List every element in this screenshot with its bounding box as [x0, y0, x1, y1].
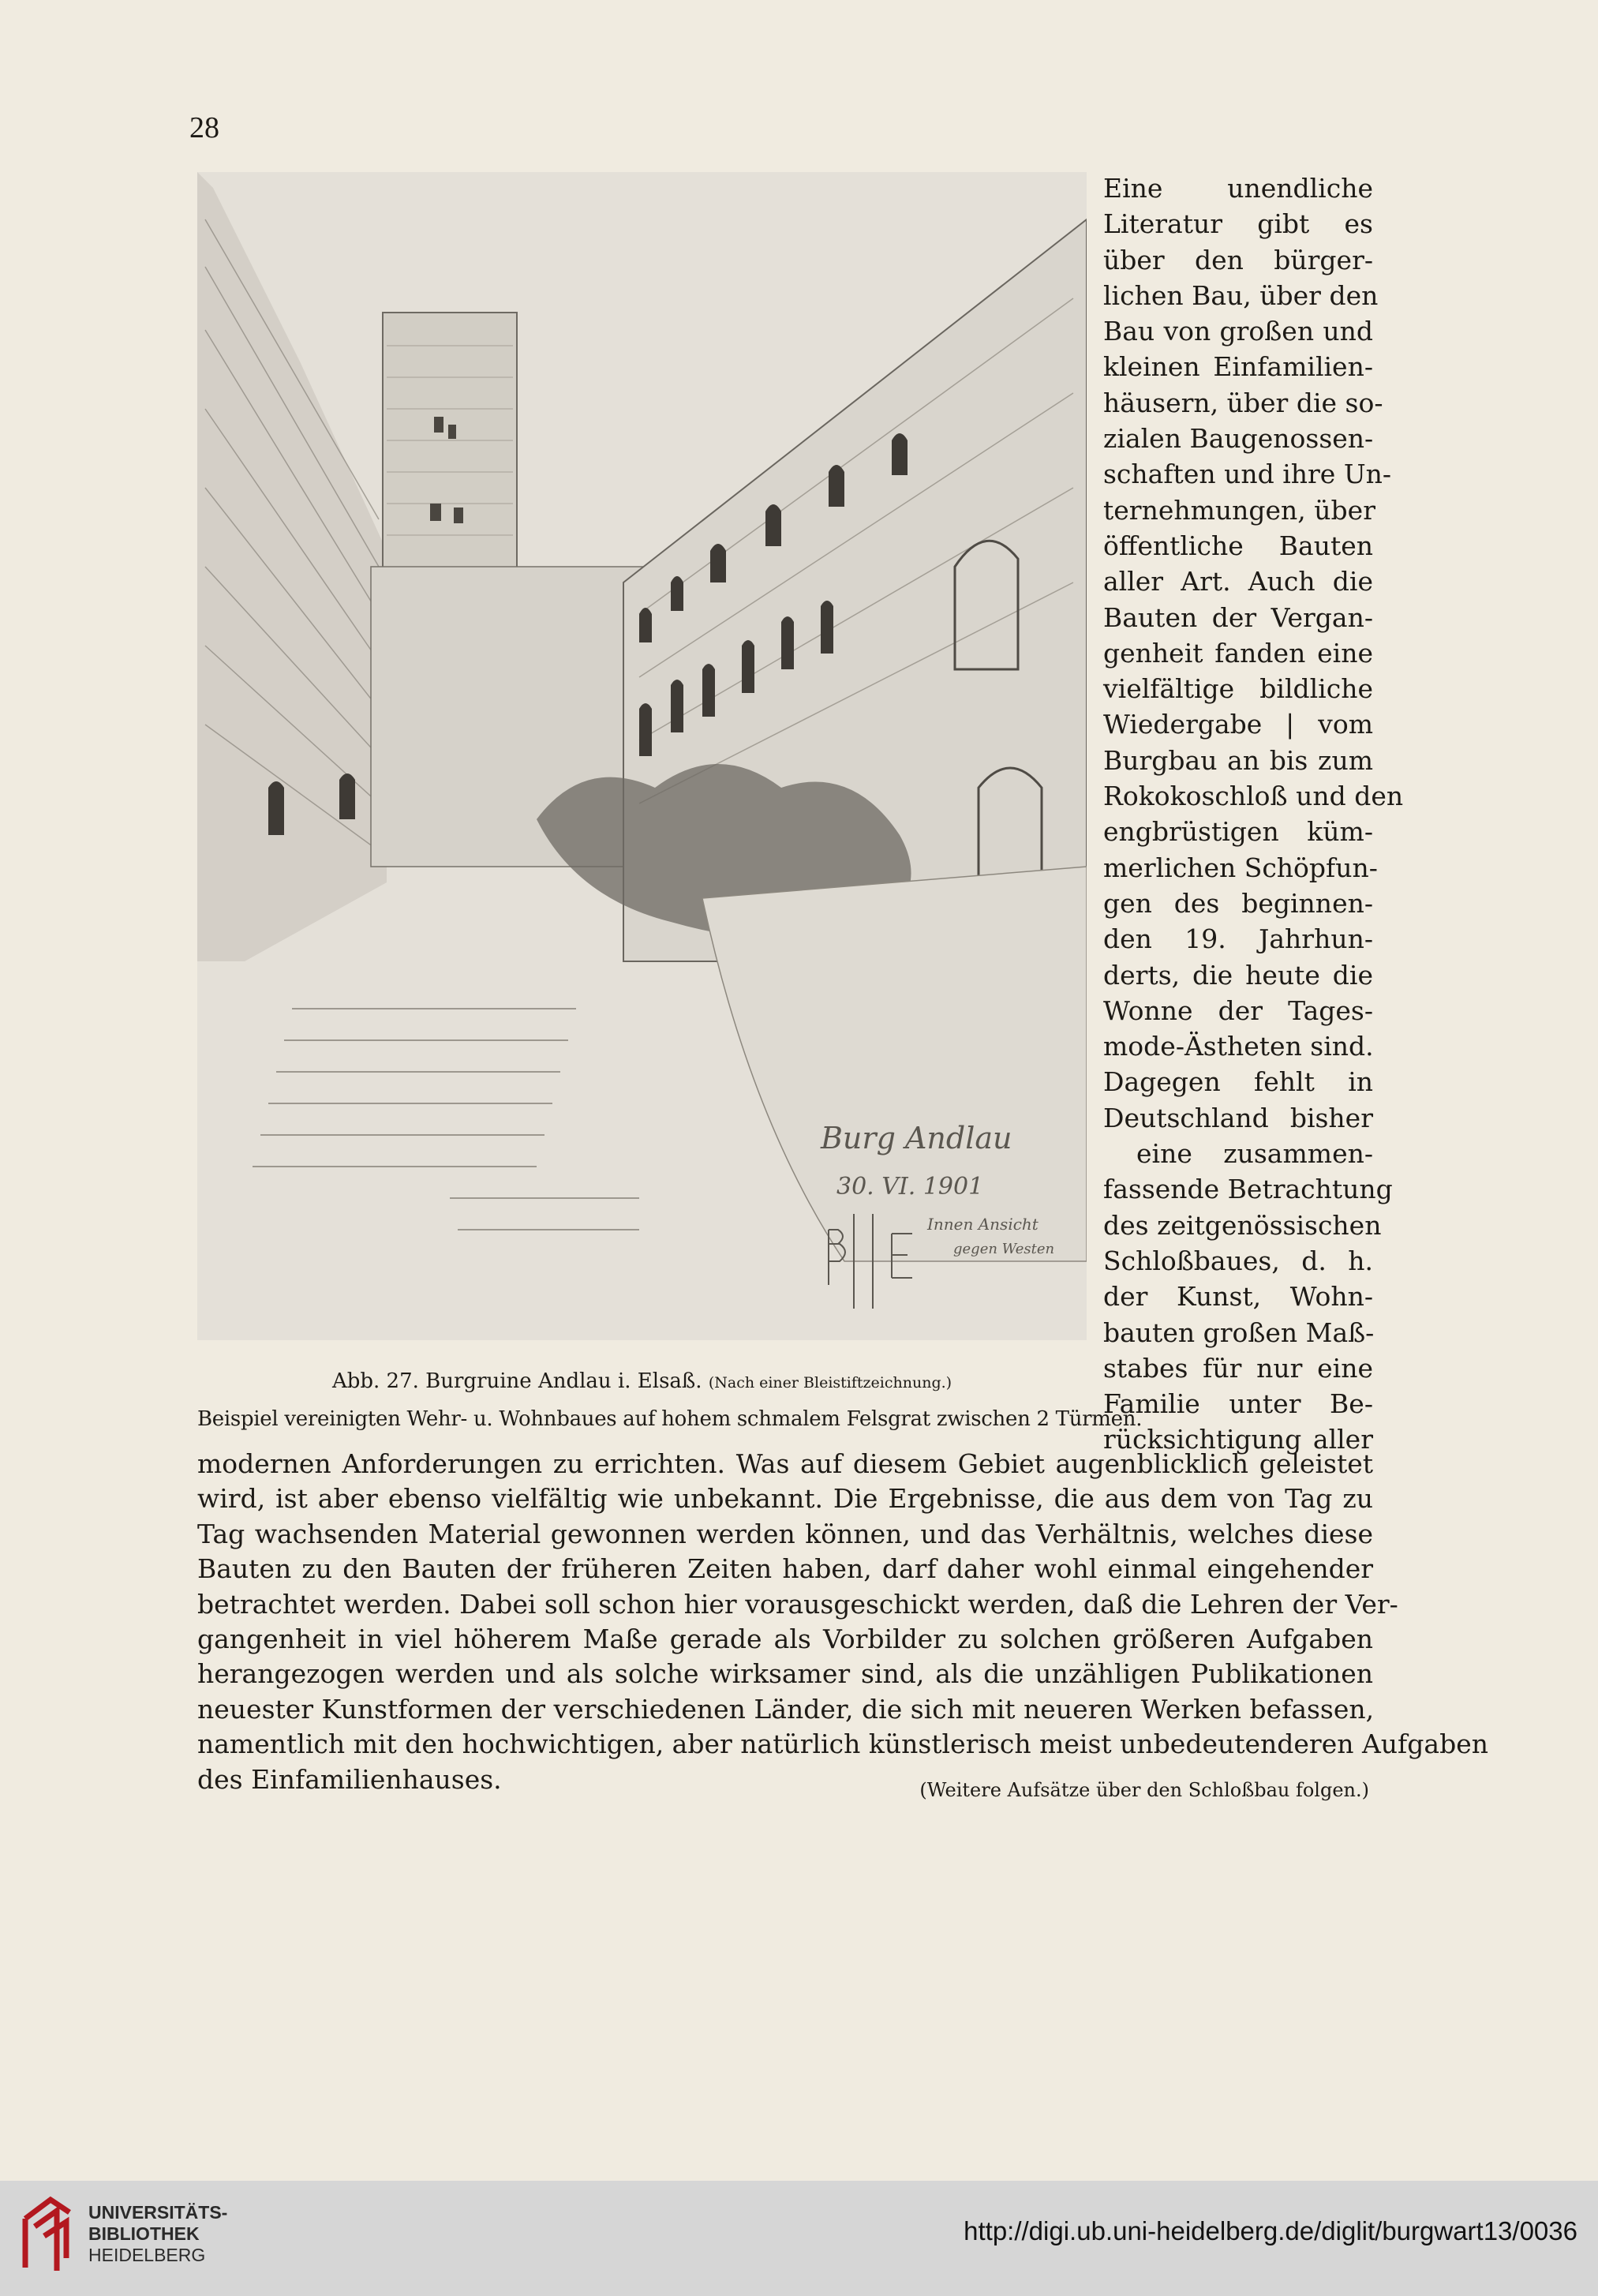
- side-column-line: genheit fanden eine: [1103, 637, 1373, 669]
- side-column-line: der Kunst, Wohn-: [1103, 1281, 1373, 1313]
- side-column-line: Wonne der Tages-: [1103, 994, 1373, 1026]
- side-column-line: bauten großen Maß-: [1103, 1317, 1375, 1348]
- side-column-line: Burgbau an bis zum: [1103, 744, 1373, 776]
- sketch-figure: [197, 172, 1087, 1340]
- side-column-line: schaften und ihre Un-: [1103, 459, 1392, 490]
- side-column-line: Wiedergabe | vom: [1103, 709, 1373, 740]
- body-text: [197, 1447, 1488, 1797]
- body-line: Tag wachsenden Material gewonnen werden können, und das Verhältnis, welches diese: [197, 1518, 1373, 1549]
- body-line: betrachtet werden. Dabei soll schon hier vorausgeschickt werden, daß die Lehren der Ver-: [197, 1588, 1398, 1620]
- side-column-line: eine zusammen-: [1136, 1138, 1373, 1170]
- logo-line-3: HEIDELBERG: [88, 2245, 206, 2265]
- side-column-line: gen des beginnen-: [1103, 887, 1373, 919]
- continuation-note: (Weitere Aufsätze über den Schloßbau folgen.): [919, 1779, 1369, 1801]
- sketch-label: Burg Andlau: [821, 1121, 1012, 1155]
- side-column-line: lichen Bau, über den: [1103, 279, 1379, 311]
- side-column-line: mode-Ästheten sind.: [1103, 1031, 1374, 1062]
- side-column-line: aller Art. Auch die: [1103, 566, 1373, 597]
- side-column-line: Eine unendliche: [1103, 173, 1373, 204]
- sketch-note-1: Innen Ansicht: [927, 1215, 1039, 1234]
- figure-caption-line2: Beispiel vereinigten Wehr- u. Wohnbaues auf hohem schmalem Felsgrat zwischen 2 Türmen.: [197, 1407, 1143, 1431]
- body-line: namentlich mit den hochwichtigen, aber natürlich künstlerisch meist unbedeutenderen Aufgaben: [197, 1729, 1488, 1760]
- side-column-line: Bauten der Vergan-: [1103, 601, 1373, 633]
- side-column-line: derts, die heute die: [1103, 959, 1373, 991]
- side-column-line: Deutschland bisher: [1103, 1102, 1373, 1133]
- side-column-line: zialen Baugenossen-: [1103, 423, 1374, 455]
- body-line: gangenheit in viel höherem Maße gerade als Vorbilder zu solchen größeren Aufgaben: [197, 1624, 1373, 1655]
- side-column-line: vielfältige bildliche: [1103, 673, 1373, 705]
- sketch-note-2: gegen Westen: [953, 1241, 1055, 1257]
- body-line: herangezogen werden und als solche wirksamer sind, als die unzähligen Publikationen: [197, 1658, 1373, 1690]
- figure-caption: [197, 1369, 1087, 1393]
- side-column-line: ternehmungen, über: [1103, 494, 1375, 526]
- side-column-line: Rokokoschloß und den: [1103, 781, 1404, 812]
- page-number: 28: [189, 111, 219, 144]
- body-line: neuester Kunstformen der verschiedenen Länder, die sich mit neueren Werken befassen,: [197, 1693, 1375, 1725]
- side-column-text: [1103, 170, 1404, 1458]
- library-logo-icon: [17, 2195, 76, 2274]
- side-column-line: des zeitgenössischen: [1103, 1209, 1382, 1241]
- side-column-line: über den bürger-: [1103, 244, 1373, 275]
- logo-line-1: UNIVERSITÄTS-: [88, 2202, 228, 2223]
- side-column-line: engbrüstigen küm-: [1103, 816, 1373, 848]
- side-column-line: Bau von großen und: [1103, 316, 1373, 347]
- caption-source: (Nach einer Bleistiftzeichnung.): [708, 1374, 952, 1391]
- library-logo-text: [88, 2202, 227, 2266]
- castle-sketch-image: [197, 172, 1087, 1340]
- side-column-line: Literatur gibt es: [1103, 208, 1373, 240]
- side-column-line: den 19. Jahrhun-: [1103, 923, 1373, 955]
- side-column-line: kleinen Einfamilien-: [1103, 351, 1373, 383]
- side-column-line: Dagegen fehlt in: [1103, 1066, 1373, 1098]
- logo-line-2: BIBLIOTHEK: [88, 2223, 200, 2244]
- caption-main: Abb. 27. Burgruine Andlau i. Elsaß.: [331, 1369, 702, 1393]
- body-line: modernen Anforderungen zu errichten. Was auf diesem Gebiet augenblicklich geleistet: [197, 1448, 1373, 1479]
- body-line: Bauten zu den Bauten der früheren Zeiten haben, darf daher wohl einmal eingehender: [197, 1553, 1373, 1585]
- body-line: wird, ist aber ebenso vielfältig wie unbekannt. Die Ergebnisse, die aus dem von Tag zu: [197, 1483, 1373, 1515]
- side-column-line: Schloßbaues, d. h.: [1103, 1245, 1373, 1276]
- sketch-date: 30. VI. 1901: [836, 1173, 984, 1200]
- side-column-line: Familie unter Be-: [1103, 1388, 1373, 1420]
- side-column-line: merlichen Schöpfun-: [1103, 852, 1378, 883]
- side-column-line: häusern, über die so-: [1103, 387, 1383, 418]
- source-url-link[interactable]: http://digi.ub.uni-heidelberg.de/diglit/burgwart13/0036: [964, 2216, 1577, 2245]
- body-line: des Einfamilienhauses.: [197, 1763, 502, 1795]
- side-column-line: öffentliche Bauten: [1103, 530, 1373, 561]
- side-column-line: fassende Betrachtung: [1103, 1174, 1393, 1205]
- side-column-line: rücksichtigung aller: [1103, 1424, 1373, 1455]
- side-column-line: stabes für nur eine: [1103, 1352, 1373, 1384]
